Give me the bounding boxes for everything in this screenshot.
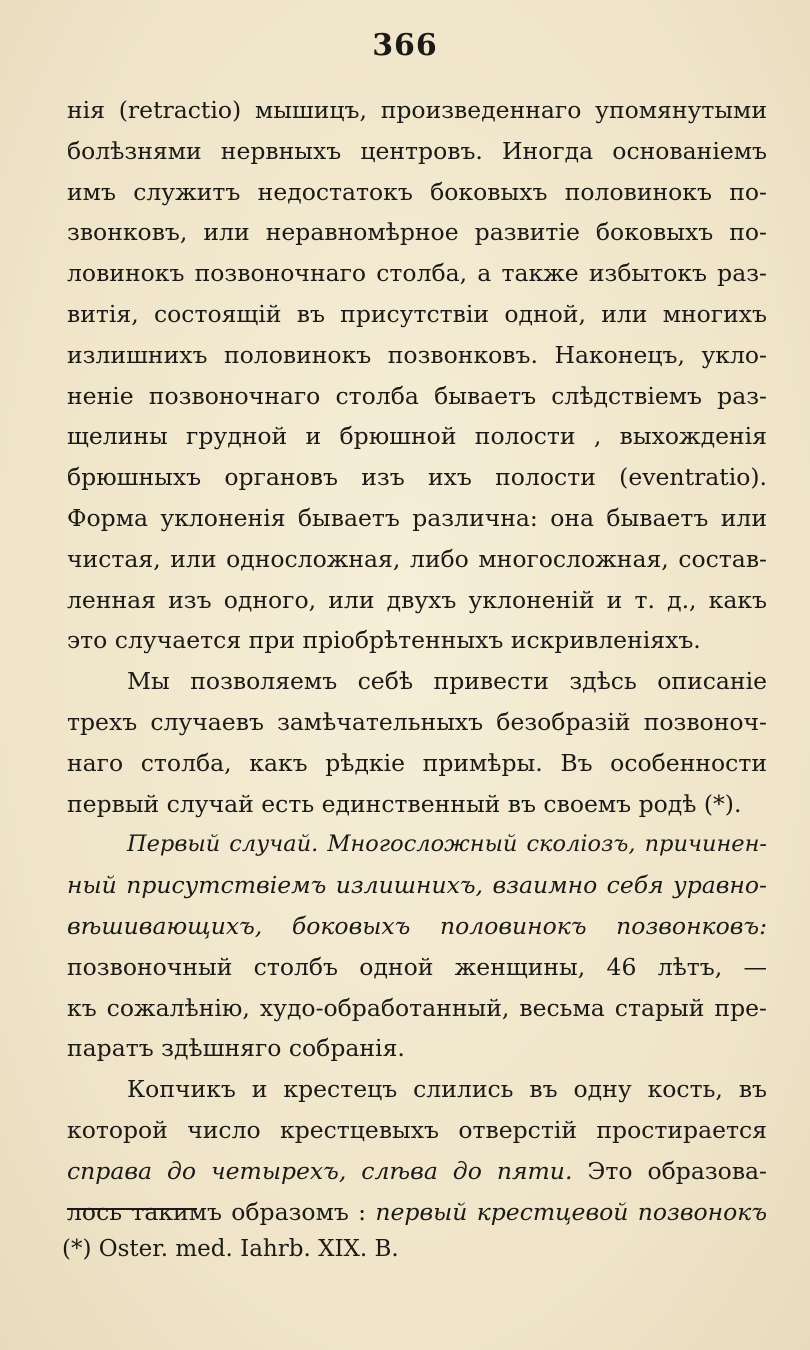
mixed-style-line xyxy=(67,1151,767,1192)
roman-run: Это образова- xyxy=(572,1156,767,1185)
footnote: (*) Oster. med. Iahrb. XIX. B. xyxy=(62,1236,399,1262)
text-line: излишнихъ половинокъ позвонковъ. Наконецъ, укло- xyxy=(67,340,767,369)
body-text xyxy=(67,90,767,1232)
page-number: 366 xyxy=(372,28,438,63)
paragraph-end-line: это случается при пріобрѣтенныхъ искривленіяхъ. xyxy=(67,626,701,655)
text-line: ленная изъ одного, или двухъ уклоненій и т. д., какъ xyxy=(67,585,767,614)
case-heading-line: ный присутствіемъ излишнихъ, взаимно себя уравно- xyxy=(67,871,767,900)
text-line: Форма уклоненія бываетъ различна: она бываетъ или xyxy=(67,503,767,532)
text-line: чистая, или односложная, либо многосложная, состав- xyxy=(67,544,767,573)
roman-run: лось такимъ образомъ : xyxy=(67,1197,376,1226)
paragraph-end-line: паратъ здѣшняго собранія. xyxy=(67,1034,405,1063)
text-line: брюшныхъ органовъ изъ ихъ полости (eventratio). xyxy=(67,463,767,492)
case-heading-line: Первый случай. Многосложный сколіозъ, причинен- xyxy=(127,831,767,858)
text-line: нія (retractio) мышицъ, произведеннаго упомянутыми xyxy=(67,96,767,124)
text-line: къ сожалѣнію, худо-обработанный, весьма старый пре- xyxy=(67,993,767,1022)
text-line: ловинокъ позвоночнаго столба, а также избытокъ раз- xyxy=(67,259,767,288)
text-line: имъ служитъ недостатокъ боковыхъ половинокъ по- xyxy=(67,177,767,206)
paragraph-start-line: Копчикъ и крестецъ слились въ одну кость, въ xyxy=(127,1075,767,1104)
italic-run: справа до четырехъ, слѣва до пяти. xyxy=(67,1156,573,1185)
text-line: звонковъ, или неравномѣрное развитіе боковыхъ по- xyxy=(67,218,767,247)
paragraph-start-line: Мы позволяемъ себѣ привести здѣсь описаніе xyxy=(127,667,767,696)
paragraph-end-line: первый случай есть единственный въ своемъ родѣ (*). xyxy=(67,789,742,818)
case-heading-line: вѣшивающихъ, боковыхъ половинокъ позвонковъ: xyxy=(67,911,767,940)
text-line: позвоночный столбъ одной женщины, 46 лѣтъ, — xyxy=(67,952,767,981)
italic-run: первый крестцевой позвонокъ xyxy=(375,1197,767,1226)
text-line: которой число крестцевыхъ отверстій простирается xyxy=(67,1115,767,1144)
text-line: болѣзнями нервныхъ центровъ. Иногда основаніемъ xyxy=(67,136,767,165)
text-line: наго столба, какъ рѣдкіе примѣры. Въ особенности xyxy=(67,748,767,777)
text-line: щелины грудной и брюшной полости , выхожденія xyxy=(67,422,767,451)
mixed-style-line xyxy=(67,1192,767,1233)
text-line: витія, состоящій въ присутствіи одной, или многихъ xyxy=(67,299,767,328)
text-line: трехъ случаевъ замѣчательныхъ безобразій позвоноч- xyxy=(67,707,767,736)
footnote-divider xyxy=(67,1208,197,1210)
text-line: неніе позвоночнаго столба бываетъ слѣдствіемъ раз- xyxy=(67,381,767,410)
